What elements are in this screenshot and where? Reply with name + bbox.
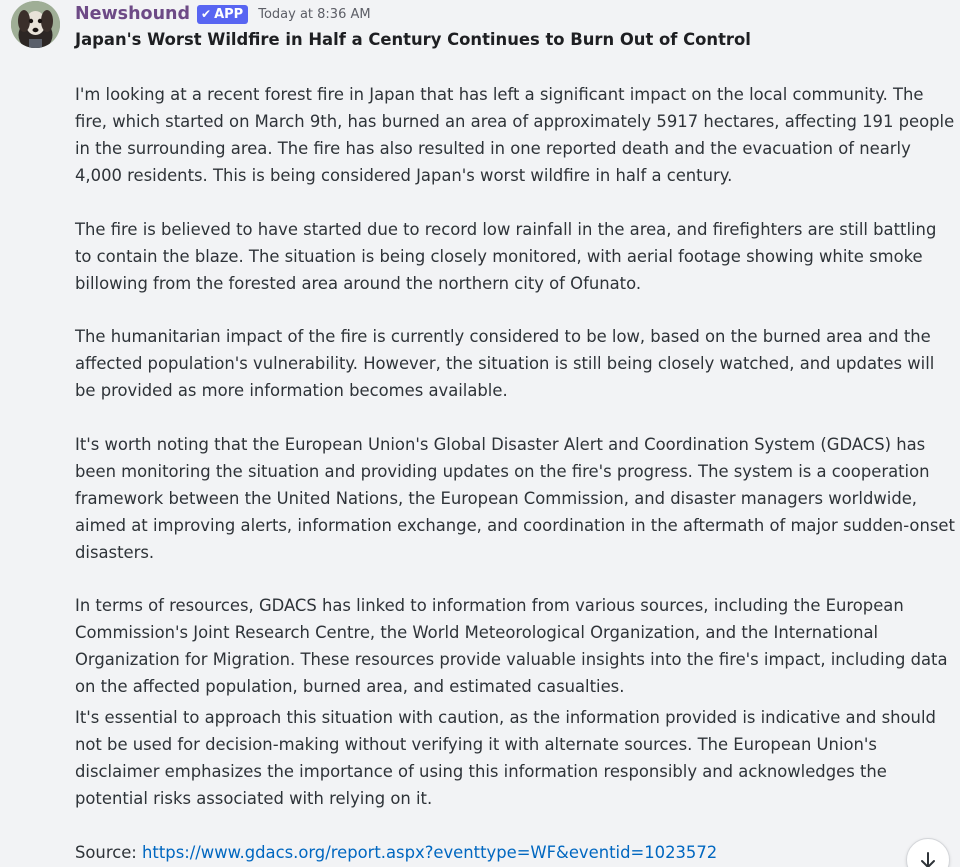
author-name[interactable]: Newshound [75, 4, 191, 24]
avatar[interactable] [11, 1, 60, 48]
paragraph: It's essential to approach this situation with caution, as the information provided is indicative and should not be used for decision-making without verifying it with alternate sources. The European Union's disclaimer emphasizes the importance of using this information responsibly and acknowledges the potential risks associated with relying on it. [75, 708, 936, 808]
source-link[interactable]: https://www.gdacs.org/report.aspx?eventtype=WF&eventid=1023572 [142, 842, 718, 862]
source-label: Source: [75, 842, 137, 862]
app-badge [197, 5, 248, 24]
message-content [75, 28, 955, 866]
paragraph: In terms of resources, GDACS has linked to information from various sources, including the European Commission's Joint Research Centre, the World Meteorological Organization, and the International Organization for Migration. These resources provide valuable insights into the fire's impact, including data on the affected population, burned area, and estimated casualties. [75, 596, 948, 696]
badge-label: APP [214, 6, 244, 22]
paragraph: The fire is believed to have started due to record low rainfall in the area, and firefighters are still battling to contain the blaze. The situation is being closely monitored, with aerial footage showing white smoke billowing from the forested area around the northern city of Ofunato. [75, 219, 937, 293]
dog-avatar-icon [11, 1, 60, 48]
paragraph: It's worth noting that the European Union's Global Disaster Alert and Coordination System (GDACS) has been monitoring the situation and providing updates on the fire's progress. The system is a cooperation framework between the United Nations, the European Commission, and disaster managers worldwide, aimed at improving alerts, information exchange, and coordination in the aftermath of major sudden-onset disasters. [75, 434, 955, 562]
paragraph: I'm looking at a recent forest fire in Japan that has left a significant impact on the local community. The fire, which started on March 9th, has burned an area of approximately 5917 hectares, affecting 191 people in the surrounding area. The fire has also resulted in one reported death and the evacuation of nearly 4,000 residents. This is being considered Japan's worst wildfire in half a century. [75, 85, 955, 185]
timestamp[interactable]: Today at 8:36 AM [258, 6, 371, 22]
paragraph: The humanitarian impact of the fire is currently considered to be low, based on the burned area and the affected population's vulnerability. However, the situation is still being closely watched, and updates will be provided as more information becomes available. [75, 327, 935, 400]
source-line [75, 839, 955, 866]
message-header [75, 3, 371, 25]
arrow-down-icon [919, 851, 937, 867]
message-title: Japan's Worst Wildfire in Half a Century Continues to Burn Out of Control [75, 30, 751, 49]
check-icon: ✔ [201, 7, 212, 21]
